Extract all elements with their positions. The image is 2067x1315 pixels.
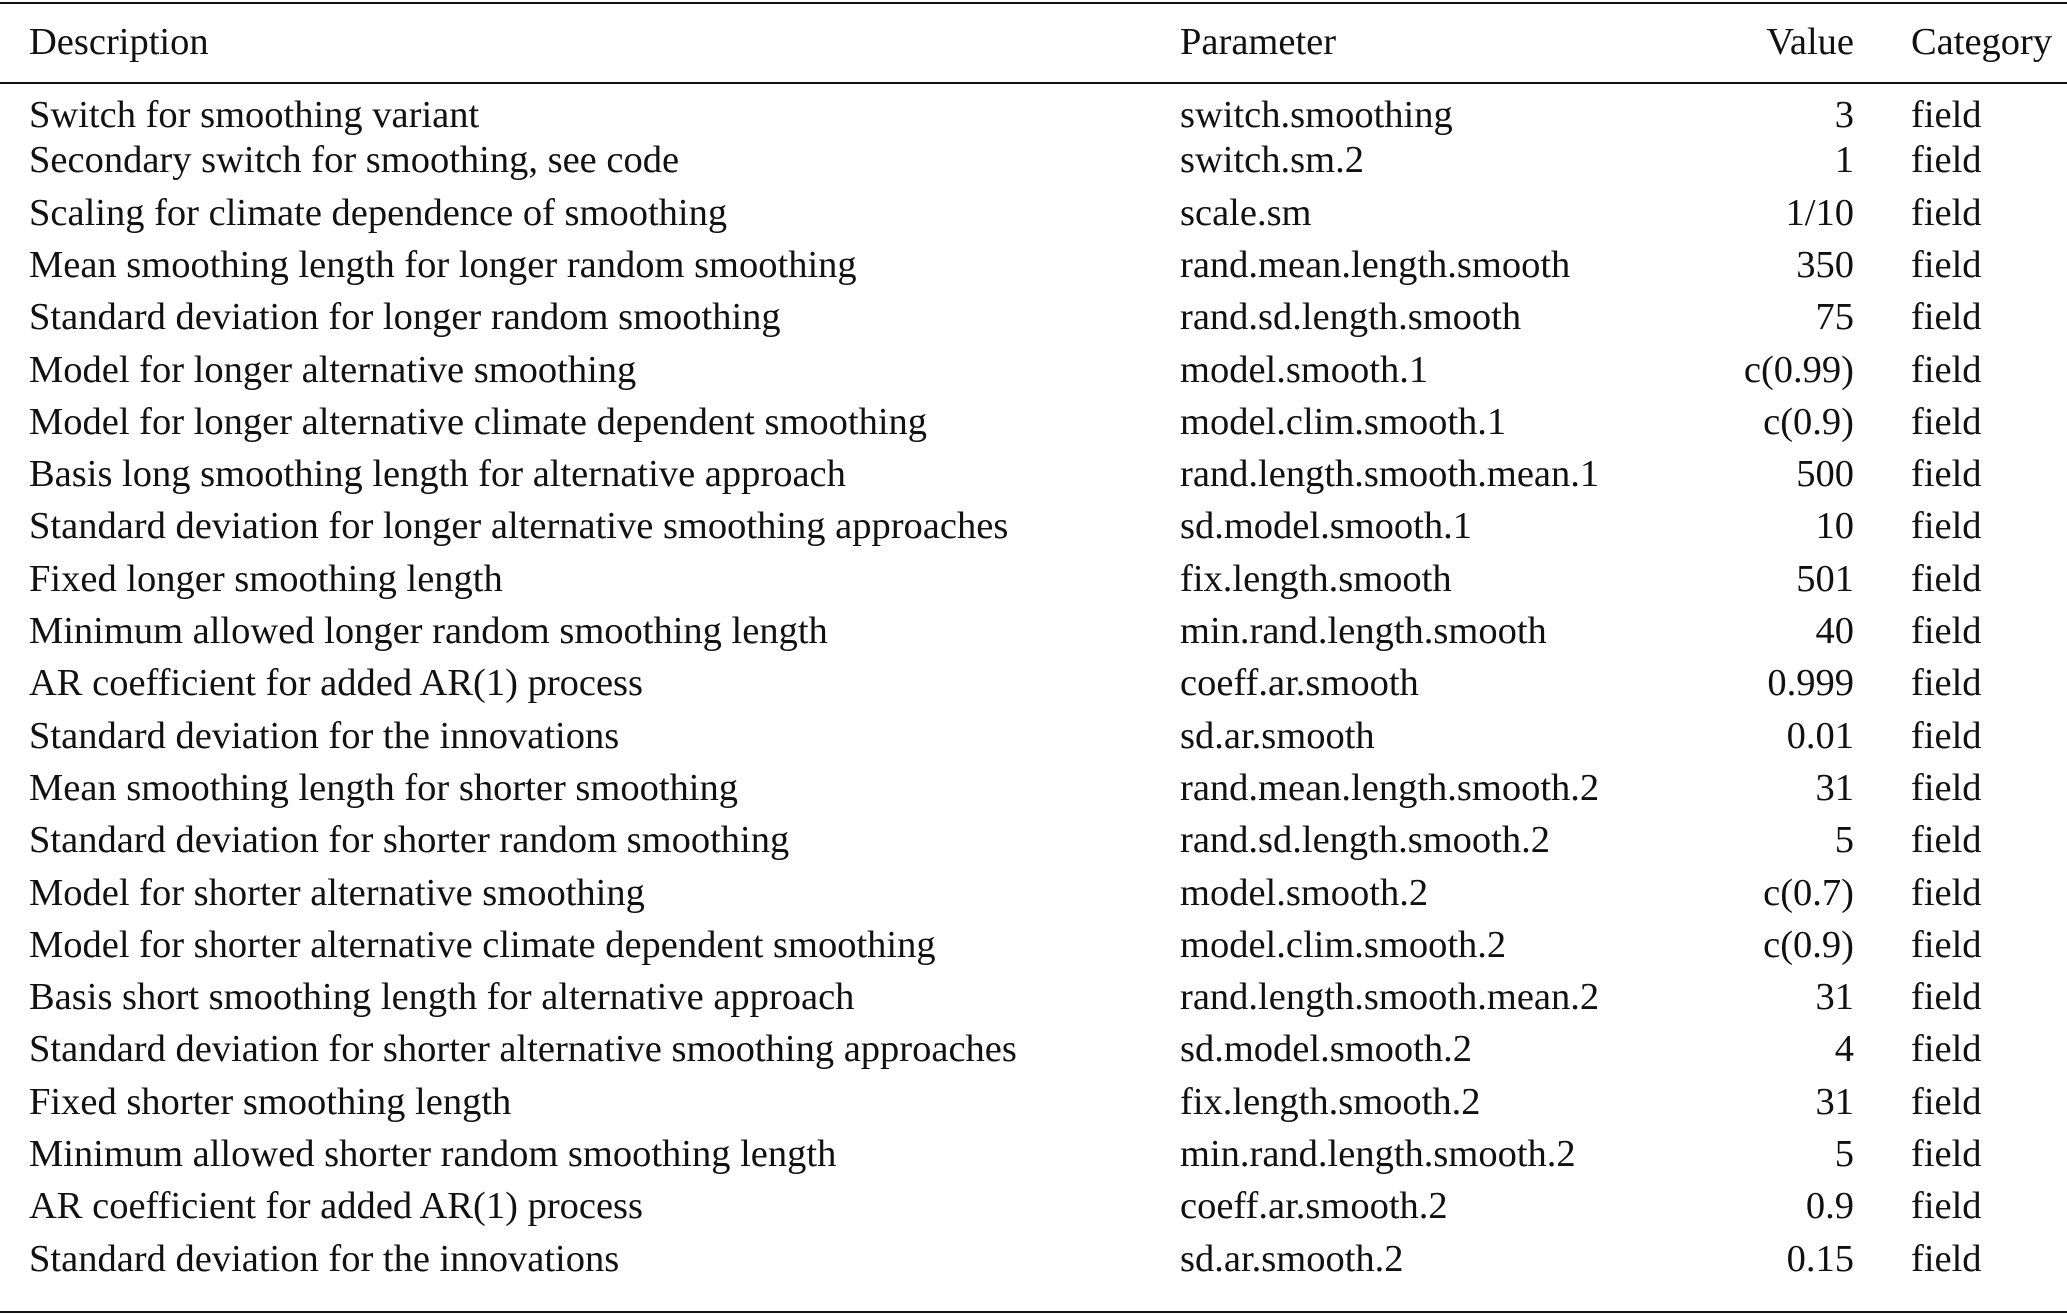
- cell-category: field: [1911, 191, 1982, 234]
- cell-value: 0.999: [1767, 662, 1854, 705]
- cell-value: 0.15: [1786, 1237, 1854, 1280]
- cell-parameter: sd.model.smooth.1: [1180, 505, 1472, 548]
- cell-parameter: rand.mean.length.smooth: [1180, 243, 1571, 286]
- table-row: [0, 919, 2067, 971]
- cell-value: c(0.9): [1763, 923, 1854, 966]
- cell-value: 0.9: [1805, 1185, 1854, 1228]
- table-row: [0, 762, 2067, 814]
- cell-category: field: [1911, 557, 1982, 600]
- cell-category: field: [1911, 871, 1982, 914]
- cell-parameter: min.rand.length.smooth.2: [1180, 1133, 1576, 1176]
- table-row: [0, 867, 2067, 919]
- table-bottom-rule: [0, 1311, 2067, 1313]
- cell-category: field: [1911, 1028, 1982, 1071]
- header-row: [0, 0, 2067, 80]
- table-row: [0, 814, 2067, 866]
- cell-description: Mean smoothing length for shorter smoothing: [29, 766, 738, 809]
- cell-description: Standard deviation for shorter random smoothing: [29, 819, 790, 862]
- cell-description: Minimum allowed shorter random smoothing length: [29, 1133, 837, 1176]
- table-row: [0, 187, 2067, 239]
- cell-description: Basis long smoothing length for alternative approach: [29, 453, 846, 496]
- cell-parameter: model.smooth.1: [1180, 348, 1429, 391]
- cell-parameter: rand.length.smooth.mean.1: [1180, 453, 1600, 496]
- table-row: [0, 344, 2067, 396]
- cell-parameter: rand.sd.length.smooth: [1180, 296, 1522, 339]
- cell-description: Model for longer alternative climate dependent smoothing: [29, 400, 928, 443]
- cell-parameter: fix.length.smooth.2: [1180, 1080, 1481, 1123]
- cell-parameter: sd.model.smooth.2: [1180, 1028, 1472, 1071]
- cell-description: Model for shorter alternative smoothing: [29, 871, 645, 914]
- cell-parameter: model.smooth.2: [1180, 871, 1429, 914]
- cell-category: field: [1911, 766, 1982, 809]
- cell-description: AR coefficient for added AR(1) process: [29, 1185, 644, 1228]
- table-row: [0, 605, 2067, 657]
- cell-value: 1/10: [1785, 191, 1854, 234]
- table-row: [0, 239, 2067, 291]
- table-header: [0, 0, 2067, 80]
- cell-value: 31: [1815, 976, 1854, 1019]
- table-body: [0, 80, 2067, 1285]
- cell-value: 40: [1815, 610, 1854, 653]
- cell-parameter: model.clim.smooth.2: [1180, 923, 1507, 966]
- table-row: [0, 448, 2067, 500]
- cell-description: Model for shorter alternative climate dependent smoothing: [29, 923, 936, 966]
- cell-category: field: [1911, 1133, 1982, 1176]
- cell-value: 75: [1815, 296, 1854, 339]
- cell-category: field: [1911, 243, 1982, 286]
- cell-value: 350: [1796, 243, 1854, 286]
- table-row: [0, 553, 2067, 605]
- cell-value: 31: [1815, 766, 1854, 809]
- cell-value: 4: [1834, 1028, 1854, 1071]
- cell-category: field: [1911, 1080, 1982, 1123]
- table-row: [0, 971, 2067, 1023]
- cell-parameter: min.rand.length.smooth: [1180, 610, 1547, 653]
- cell-parameter: coeff.ar.smooth.2: [1180, 1185, 1448, 1228]
- header-parameter: Parameter: [1180, 20, 1337, 63]
- cell-description: Fixed shorter smoothing length: [29, 1080, 512, 1123]
- cell-value: 0.01: [1786, 714, 1854, 757]
- table-row: [0, 291, 2067, 343]
- cell-description: Standard deviation for longer alternative smoothing approaches: [29, 505, 1009, 548]
- cell-description: Scaling for climate dependence of smoothing: [29, 191, 728, 234]
- cell-parameter: rand.mean.length.smooth.2: [1180, 766, 1600, 809]
- header-value: Value: [1766, 20, 1854, 63]
- cell-category: field: [1911, 819, 1982, 862]
- cell-parameter: rand.sd.length.smooth.2: [1180, 819, 1550, 862]
- cell-description: Secondary switch for smoothing, see code: [29, 139, 680, 182]
- table-row: [0, 710, 2067, 762]
- table-row: [0, 1180, 2067, 1232]
- cell-description: Fixed longer smoothing length: [29, 557, 503, 600]
- cell-description: AR coefficient for added AR(1) process: [29, 662, 644, 705]
- cell-category: field: [1911, 505, 1982, 548]
- cell-category: field: [1911, 1185, 1982, 1228]
- cell-value: 5: [1834, 1133, 1854, 1176]
- cell-description: Basis short smoothing length for alternative approach: [29, 976, 855, 1019]
- cell-description: Standard deviation for the innovations: [29, 1237, 620, 1280]
- table-row: [0, 396, 2067, 448]
- cell-category: field: [1911, 662, 1982, 705]
- cell-description: Mean smoothing length for longer random smoothing: [29, 243, 857, 286]
- cell-category: field: [1911, 714, 1982, 757]
- cell-parameter: rand.length.smooth.mean.2: [1180, 976, 1600, 1019]
- table-row: [0, 80, 2067, 135]
- cell-description: Standard deviation for the innovations: [29, 714, 620, 757]
- cell-category: field: [1911, 976, 1982, 1019]
- cell-parameter: switch.smoothing: [1180, 94, 1453, 136]
- cell-category: field: [1911, 400, 1982, 443]
- cell-value: 501: [1796, 557, 1854, 600]
- cell-value: 3: [1834, 94, 1854, 136]
- cell-parameter: sd.ar.smooth.2: [1180, 1237, 1404, 1280]
- cell-parameter: scale.sm: [1180, 191, 1312, 234]
- cell-category: field: [1911, 923, 1982, 966]
- cell-category: field: [1911, 296, 1982, 339]
- table-row: [0, 657, 2067, 709]
- table-row: [0, 1024, 2067, 1076]
- cell-value: 10: [1815, 505, 1854, 548]
- cell-parameter: fix.length.smooth: [1180, 557, 1452, 600]
- cell-value: c(0.9): [1763, 400, 1854, 443]
- cell-value: 5: [1834, 819, 1854, 862]
- cell-value: 31: [1815, 1080, 1854, 1123]
- header-description: Description: [29, 20, 209, 63]
- cell-value: c(0.7): [1763, 871, 1854, 914]
- table-row: [0, 1128, 2067, 1180]
- header-category: Category: [1911, 20, 2053, 63]
- cell-parameter: sd.ar.smooth: [1180, 714, 1375, 757]
- cell-category: field: [1911, 1237, 1982, 1280]
- table-row: [0, 135, 2067, 187]
- cell-description: Standard deviation for shorter alternative smoothing approaches: [29, 1028, 1017, 1071]
- cell-parameter: model.clim.smooth.1: [1180, 400, 1507, 443]
- cell-category: field: [1911, 94, 1982, 136]
- table-row: [0, 501, 2067, 553]
- cell-description: Switch for smoothing variant: [29, 94, 480, 136]
- cell-description: Model for longer alternative smoothing: [29, 348, 637, 391]
- cell-description: Minimum allowed longer random smoothing length: [29, 610, 828, 653]
- table-row: [0, 1233, 2067, 1285]
- table-row: [0, 1076, 2067, 1128]
- cell-category: field: [1911, 610, 1982, 653]
- cell-parameter: switch.sm.2: [1180, 139, 1364, 182]
- cell-value: 1: [1834, 139, 1854, 182]
- cell-category: field: [1911, 453, 1982, 496]
- cell-description: Standard deviation for longer random smoothing: [29, 296, 781, 339]
- cell-value: c(0.99): [1743, 348, 1854, 391]
- cell-category: field: [1911, 348, 1982, 391]
- cell-value: 500: [1796, 453, 1854, 496]
- cell-parameter: coeff.ar.smooth: [1180, 662, 1419, 705]
- cell-category: field: [1911, 139, 1982, 182]
